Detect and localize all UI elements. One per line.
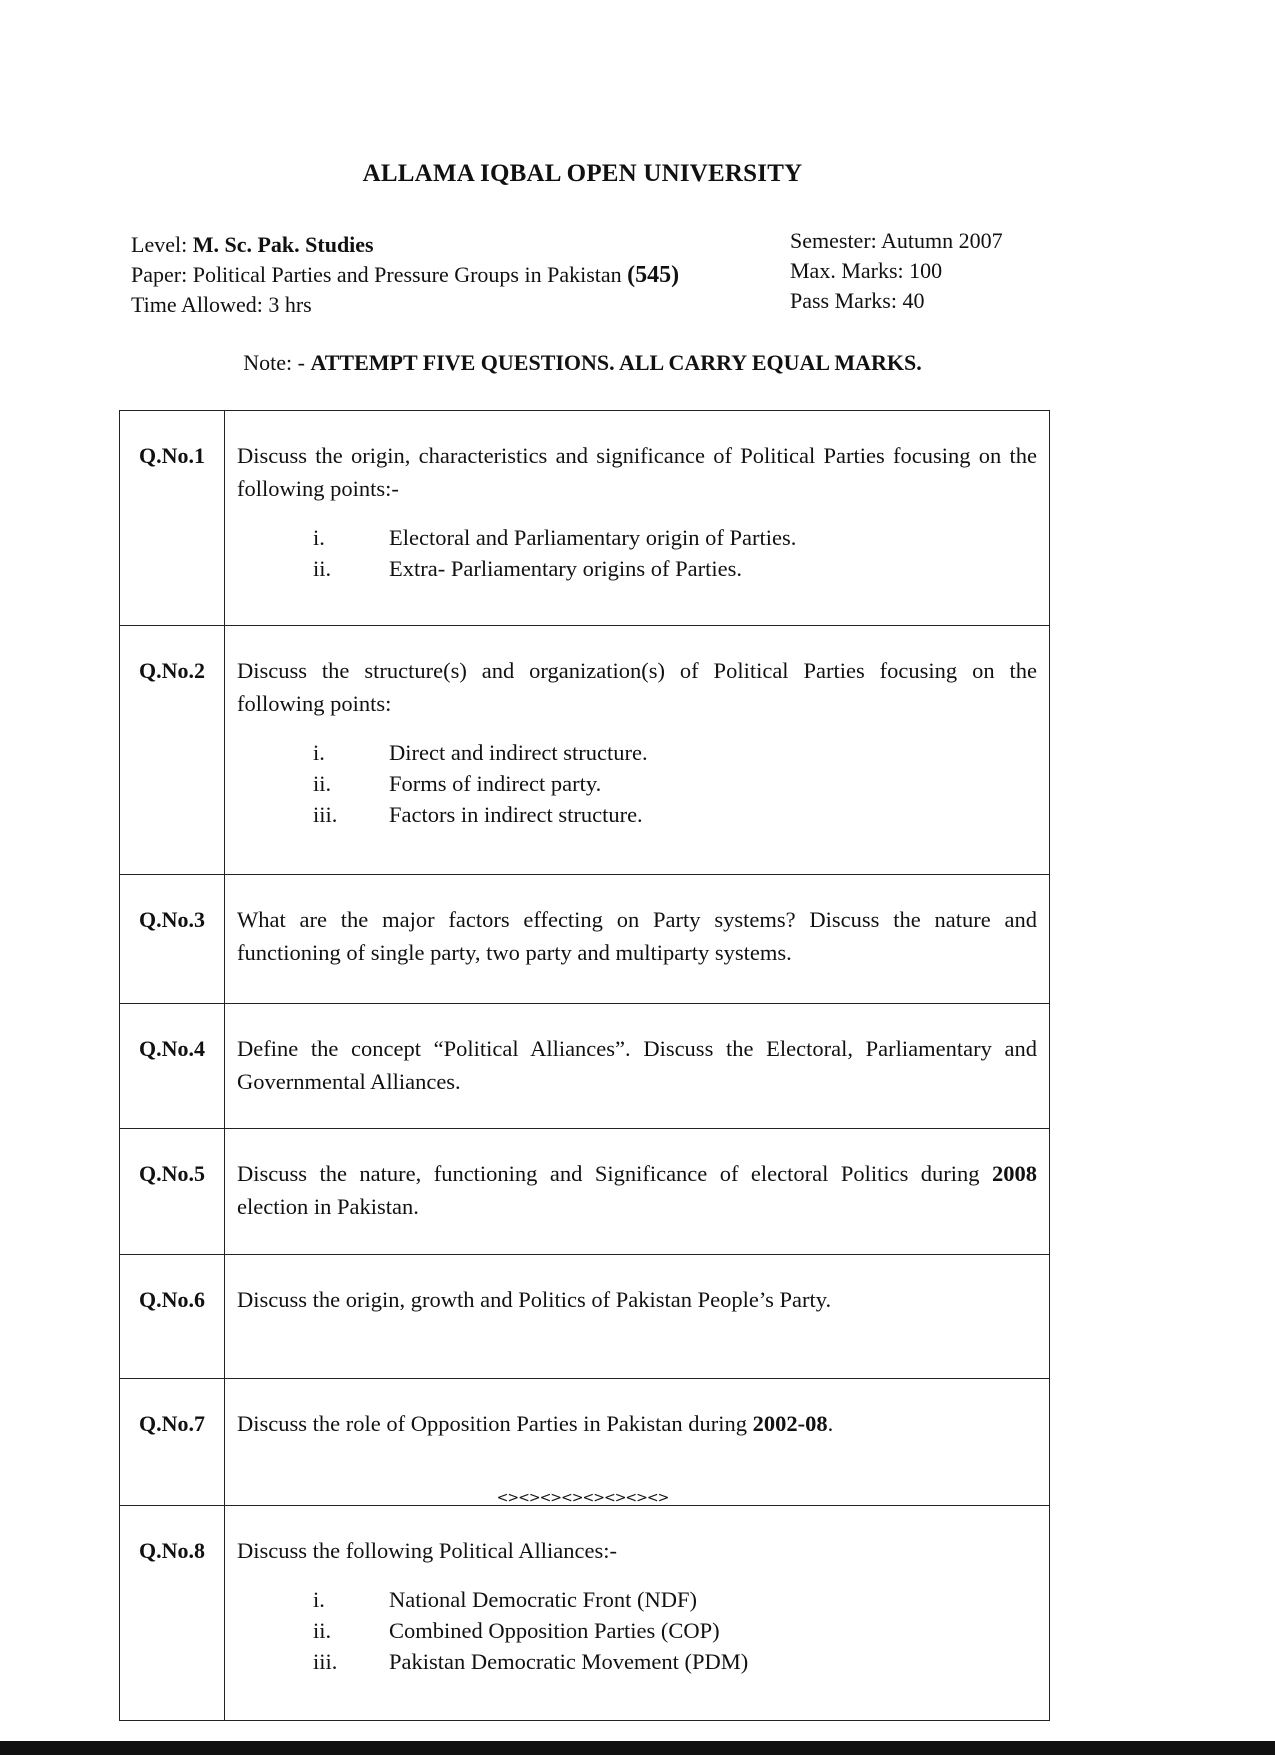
sub-points: [237, 522, 1037, 584]
question-text: [237, 1407, 1037, 1440]
sub-point: [237, 553, 1037, 584]
sub-point: [237, 522, 1037, 553]
sub-point-text: Extra- Parliamentary origins of Parties.: [389, 556, 743, 581]
note-text: ATTEMPT FIVE QUESTIONS. ALL CARRY EQUAL MARKS.: [310, 350, 922, 375]
sub-point-text: Forms of indirect party.: [389, 771, 602, 796]
marks-details: [790, 226, 1003, 316]
question-row: [120, 1129, 1050, 1255]
sub-point-number: i.: [313, 1587, 325, 1612]
level-line: [131, 230, 679, 260]
sub-point-number: ii.: [313, 771, 332, 796]
paper-label: Paper:: [131, 262, 188, 287]
level-label: Level:: [131, 232, 188, 257]
question-row: [120, 1255, 1050, 1379]
question-number: Q.No.6: [139, 1287, 205, 1312]
sub-point: [237, 1615, 1037, 1646]
question-text-start: Discuss the nature, functioning and Significance of electoral Politics during: [237, 1161, 980, 1186]
end-ornament: <><><><><><><><>: [496, 1490, 669, 1506]
sub-point: [237, 768, 1037, 799]
question-row: [120, 411, 1050, 626]
question-number: Q.No.7: [139, 1411, 205, 1436]
pass-marks: Pass Marks: 40: [790, 288, 925, 313]
question-text: Discuss the structure(s) and organization(s) of Political Parties focusing on the following points:: [237, 658, 1037, 716]
paper-code: (545): [627, 262, 680, 288]
sub-point-number: ii.: [313, 1618, 332, 1643]
max-marks: Max. Marks: 100: [790, 258, 943, 283]
question-number: Q.No.2: [139, 658, 205, 683]
question-row: [120, 875, 1050, 1004]
question-text: Discuss the origin, growth and Politics of Pakistan People’s Party.: [237, 1287, 832, 1312]
paper-value: Political Parties and Pressure Groups in Pakistan: [192, 262, 622, 287]
question-text: Discuss the origin, characteristics and significance of Political Parties focusing on the following points:-: [237, 443, 1037, 501]
sub-point: [237, 1584, 1037, 1615]
scan-edge-bar: [0, 1741, 1275, 1755]
sub-point-text: Combined Opposition Parties (COP): [389, 1618, 720, 1643]
sub-point-number: i.: [313, 525, 325, 550]
university-title: ALLAMA IQBAL OPEN UNIVERSITY: [362, 160, 803, 187]
note-label: Note: -: [243, 350, 305, 375]
question-number: Q.No.1: [139, 443, 205, 468]
question-year: 2008: [992, 1161, 1038, 1186]
instructions-note: [0, 350, 1165, 376]
paper-line: [131, 260, 679, 290]
question-number: Q.No.5: [139, 1161, 205, 1186]
level-value: M. Sc. Pak. Studies: [192, 232, 374, 257]
question-row: [120, 626, 1050, 875]
question-text-end: election in Pakistan.: [237, 1194, 419, 1219]
sub-point-number: ii.: [313, 556, 332, 581]
sub-point-number: i.: [313, 740, 325, 765]
sub-point-text: Electoral and Parliamentary origin of Parties.: [389, 525, 797, 550]
question-text: [237, 1157, 1037, 1223]
sub-point: [237, 737, 1037, 768]
semester: Semester: Autumn 2007: [790, 228, 1003, 253]
question-text-start: Discuss the role of Opposition Parties in Pakistan during: [237, 1411, 747, 1436]
sub-points: [237, 737, 1037, 830]
sub-point-text: Pakistan Democratic Movement (PDM): [389, 1649, 749, 1674]
sub-point: [237, 1646, 1037, 1677]
question-text: Define the concept “Political Alliances”. Discuss the Electoral, Parliamentary and Governmental Alliances.: [237, 1036, 1037, 1094]
sub-point-text: Direct and indirect structure.: [389, 740, 648, 765]
sub-point-number: iii.: [313, 1649, 338, 1674]
question-text: What are the major factors effecting on Party systems? Discuss the nature and functioning of single party, two party and multiparty systems.: [237, 907, 1037, 965]
question-row: [120, 1004, 1050, 1129]
question-text-end: .: [827, 1411, 834, 1436]
question-year: 2002-08: [752, 1411, 828, 1436]
sub-point: [237, 799, 1037, 830]
paper-details: [131, 230, 679, 320]
question-row: [120, 1379, 1050, 1506]
question-number: Q.No.4: [139, 1036, 205, 1061]
sub-point-text: Factors in indirect structure.: [389, 802, 643, 827]
question-number: Q.No.8: [139, 1538, 205, 1563]
question-number: Q.No.3: [139, 907, 205, 932]
questions-table: [119, 410, 1050, 1721]
time-allowed: Time Allowed: 3 hrs: [131, 292, 312, 317]
question-row: [120, 1506, 1050, 1721]
sub-points: [237, 1584, 1037, 1677]
question-text: Discuss the following Political Alliances:-: [237, 1538, 617, 1563]
sub-point-text: National Democratic Front (NDF): [389, 1587, 698, 1612]
sub-point-number: iii.: [313, 802, 338, 827]
